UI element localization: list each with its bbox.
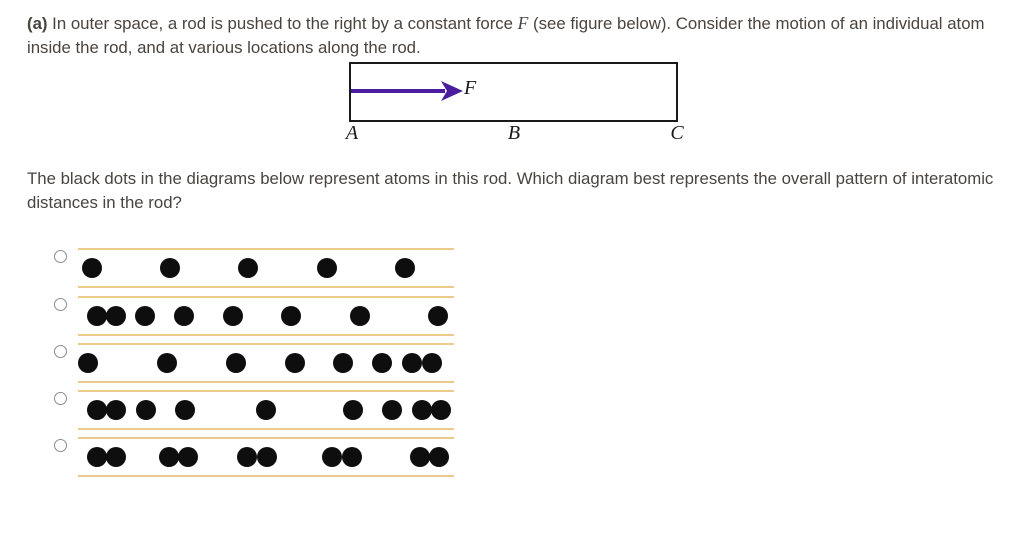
- option-row-1: [0, 248, 1024, 288]
- question-intro: [27, 11, 1005, 60]
- option-row-4: [0, 390, 1024, 430]
- option-row-5: [0, 437, 1024, 477]
- option-row-3: [0, 343, 1024, 383]
- point-label-c: C: [670, 122, 684, 144]
- option-row-2: [0, 296, 1024, 336]
- rod-figure: [345, 62, 684, 148]
- option-radio-2[interactable]: [54, 298, 67, 311]
- force-arrow-icon: [351, 64, 481, 120]
- part-label: (a): [27, 14, 48, 33]
- atom-diagram-evenly-spaced: [78, 248, 454, 288]
- option-radio-3[interactable]: [54, 345, 67, 358]
- option-radio-5[interactable]: [54, 439, 67, 452]
- force-symbol-inline: F: [517, 13, 529, 33]
- option-radio-1[interactable]: [54, 250, 67, 263]
- question-prompt: The black dots in the diagrams below represent atoms in this rod. Which diagram best represents the overall pattern of interatomic distances in the rod?: [27, 169, 994, 212]
- intro-text-before-force: In outer space, a rod is pushed to the right by a constant force: [47, 14, 518, 33]
- force-label: F: [464, 77, 477, 99]
- rod-rectangle: [349, 62, 678, 122]
- option-radio-4[interactable]: [54, 392, 67, 405]
- point-label-a: A: [345, 122, 359, 144]
- intro-text-after-force: (see figure below). Consider the motion of an individual atom inside the rod, and at various locations along the rod.: [27, 14, 985, 57]
- atom-diagram-compressed-left: [78, 296, 454, 336]
- atom-diagram-paired-dots: [78, 437, 454, 477]
- atom-diagram-compressed-right: [78, 343, 454, 383]
- point-label-b: B: [507, 122, 521, 144]
- atom-diagram-compressed-ends: [78, 390, 454, 430]
